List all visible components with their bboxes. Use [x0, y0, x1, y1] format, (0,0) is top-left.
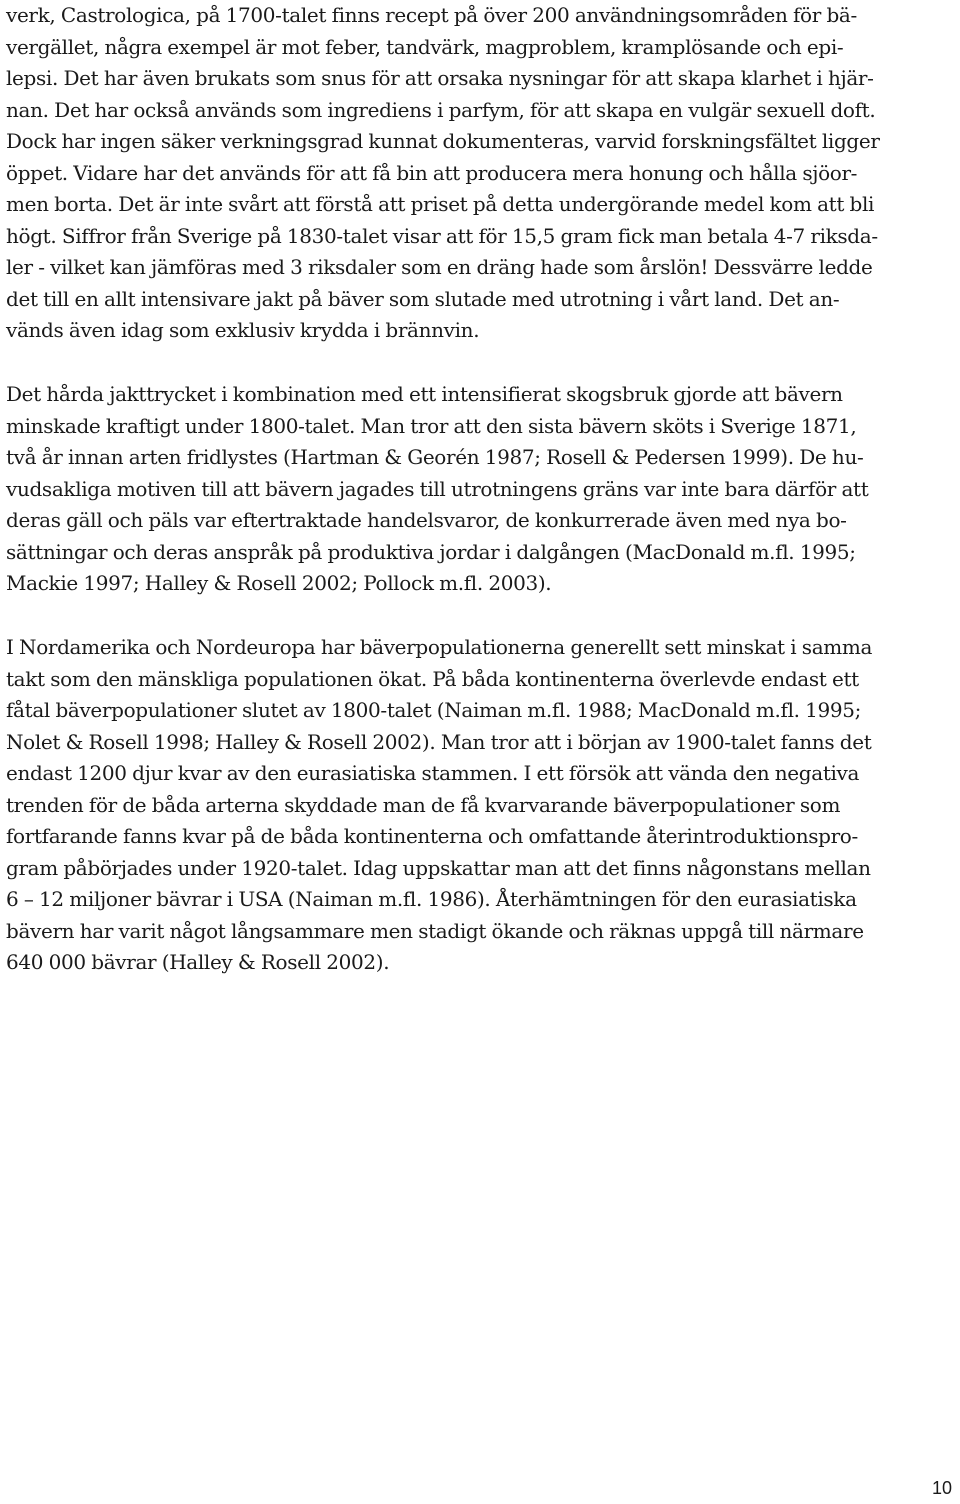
paragraph — [6, 632, 872, 979]
paragraph — [6, 0, 880, 347]
text-line: vudsakliga motiven till att bävern jagades till utrotningens gräns var inte bara därför att — [6, 476, 869, 501]
text-line: verk, Castrologica, på 1700-talet finns recept på över 200 användningsområden för bä- — [6, 3, 857, 27]
text-line: öppet. Vidare har det används för att få bin att producera mera honung och hålla sjöor- — [6, 160, 858, 185]
text-line: deras gäll och päls var eftertraktade handelsvaror, de konkurrerade även med nya bo- — [6, 508, 847, 532]
text-line: 6 – 12 miljoner bävrar i USA (Naiman m.fl. 1986). Återhämtningen för den eurasiatiska — [6, 887, 857, 911]
text-line: gram påbörjades under 1920-talet. Idag uppskattar man att det finns någonstans mellan — [6, 855, 871, 880]
text-line: men borta. Det är inte svårt att förstå att priset på detta undergörande medel kom att bli — [6, 192, 875, 216]
text-line: ler - vilket kan jämföras med 3 riksdaler som en dräng hade som årslön! Dessvärre ledde — [6, 255, 873, 279]
text-line: fortfarande fanns kvar på de båda kontinenterna och omfattande återintroduktionspro- — [6, 824, 858, 848]
text-line: takt som den mänskliga populationen ökat. På båda kontinenterna överlevde endast ett — [6, 666, 859, 691]
text-line: trenden för de båda arterna skyddade man de få kvarvarande bäverpopulationer som — [6, 792, 841, 817]
text-line: bävern har varit något långsammare men stadigt ökande och räknas uppgå till närmare — [6, 918, 864, 943]
text-line: sättningar och deras anspråk på produktiva jordar i dalgången (MacDonald m.fl. 1995; — [6, 539, 856, 564]
text-line: fåtal bäverpopulationer slutet av 1800-talet (Naiman m.fl. 1988; MacDonald m.fl. 1995; — [6, 698, 862, 722]
text-line: lepsi. Det har även brukats som snus för att orsaka nysningar för att skapa klarhet i hjär- — [6, 66, 874, 90]
text-line: högt. Siffror från Sverige på 1830-talet visar att för 15,5 gram fick man betala 4-7 riksda- — [6, 223, 878, 248]
text-line: nan. Det har också används som ingrediens i parfym, för att skapa en vulgär sexuell doft. — [6, 97, 876, 122]
text-line: vänds även idag som exklusiv krydda i brännvin. — [6, 318, 480, 342]
text-line: vergället, några exempel är mot feber, tandvärk, magproblem, kramplösande och epi- — [6, 34, 844, 59]
text-line: I Nordamerika och Nordeuropa har bäverpopulationerna generellt sett minskat i samma — [6, 635, 873, 659]
text-line: 640 000 bävrar (Halley & Rosell 2002). — [6, 950, 390, 974]
text-line: två år innan arten fridlystes (Hartman & Georén 1987; Rosell & Pedersen 1999). De hu- — [6, 445, 864, 469]
text-line: minskade kraftigt under 1800-talet. Man tror att den sista bävern sköts i Sverige 1871, — [6, 413, 857, 438]
paragraph — [6, 379, 868, 600]
text-line: Nolet & Rosell 1998; Halley & Rosell 2002). Man tror att i början av 1900-talet fanns det — [6, 729, 872, 754]
text-line: Mackie 1997; Halley & Rosell 2002; Pollock m.fl. 2003). — [6, 571, 552, 595]
page-number: 10 — [931, 1478, 952, 1498]
text-line: endast 1200 djur kvar av den eurasiatiska stammen. I ett försök att vända den negativa — [6, 761, 860, 785]
text-line: Det hårda jakttrycket i kombination med ett intensifierat skogsbruk gjorde att bävern — [6, 382, 843, 406]
text-line: det till en allt intensivare jakt på bäver som slutade med utrotning i vårt land. Det an- — [6, 286, 840, 311]
text-line: Dock har ingen säker verkningsgrad kunnat dokumenteras, varvid forskningsfältet ligger — [6, 129, 880, 153]
